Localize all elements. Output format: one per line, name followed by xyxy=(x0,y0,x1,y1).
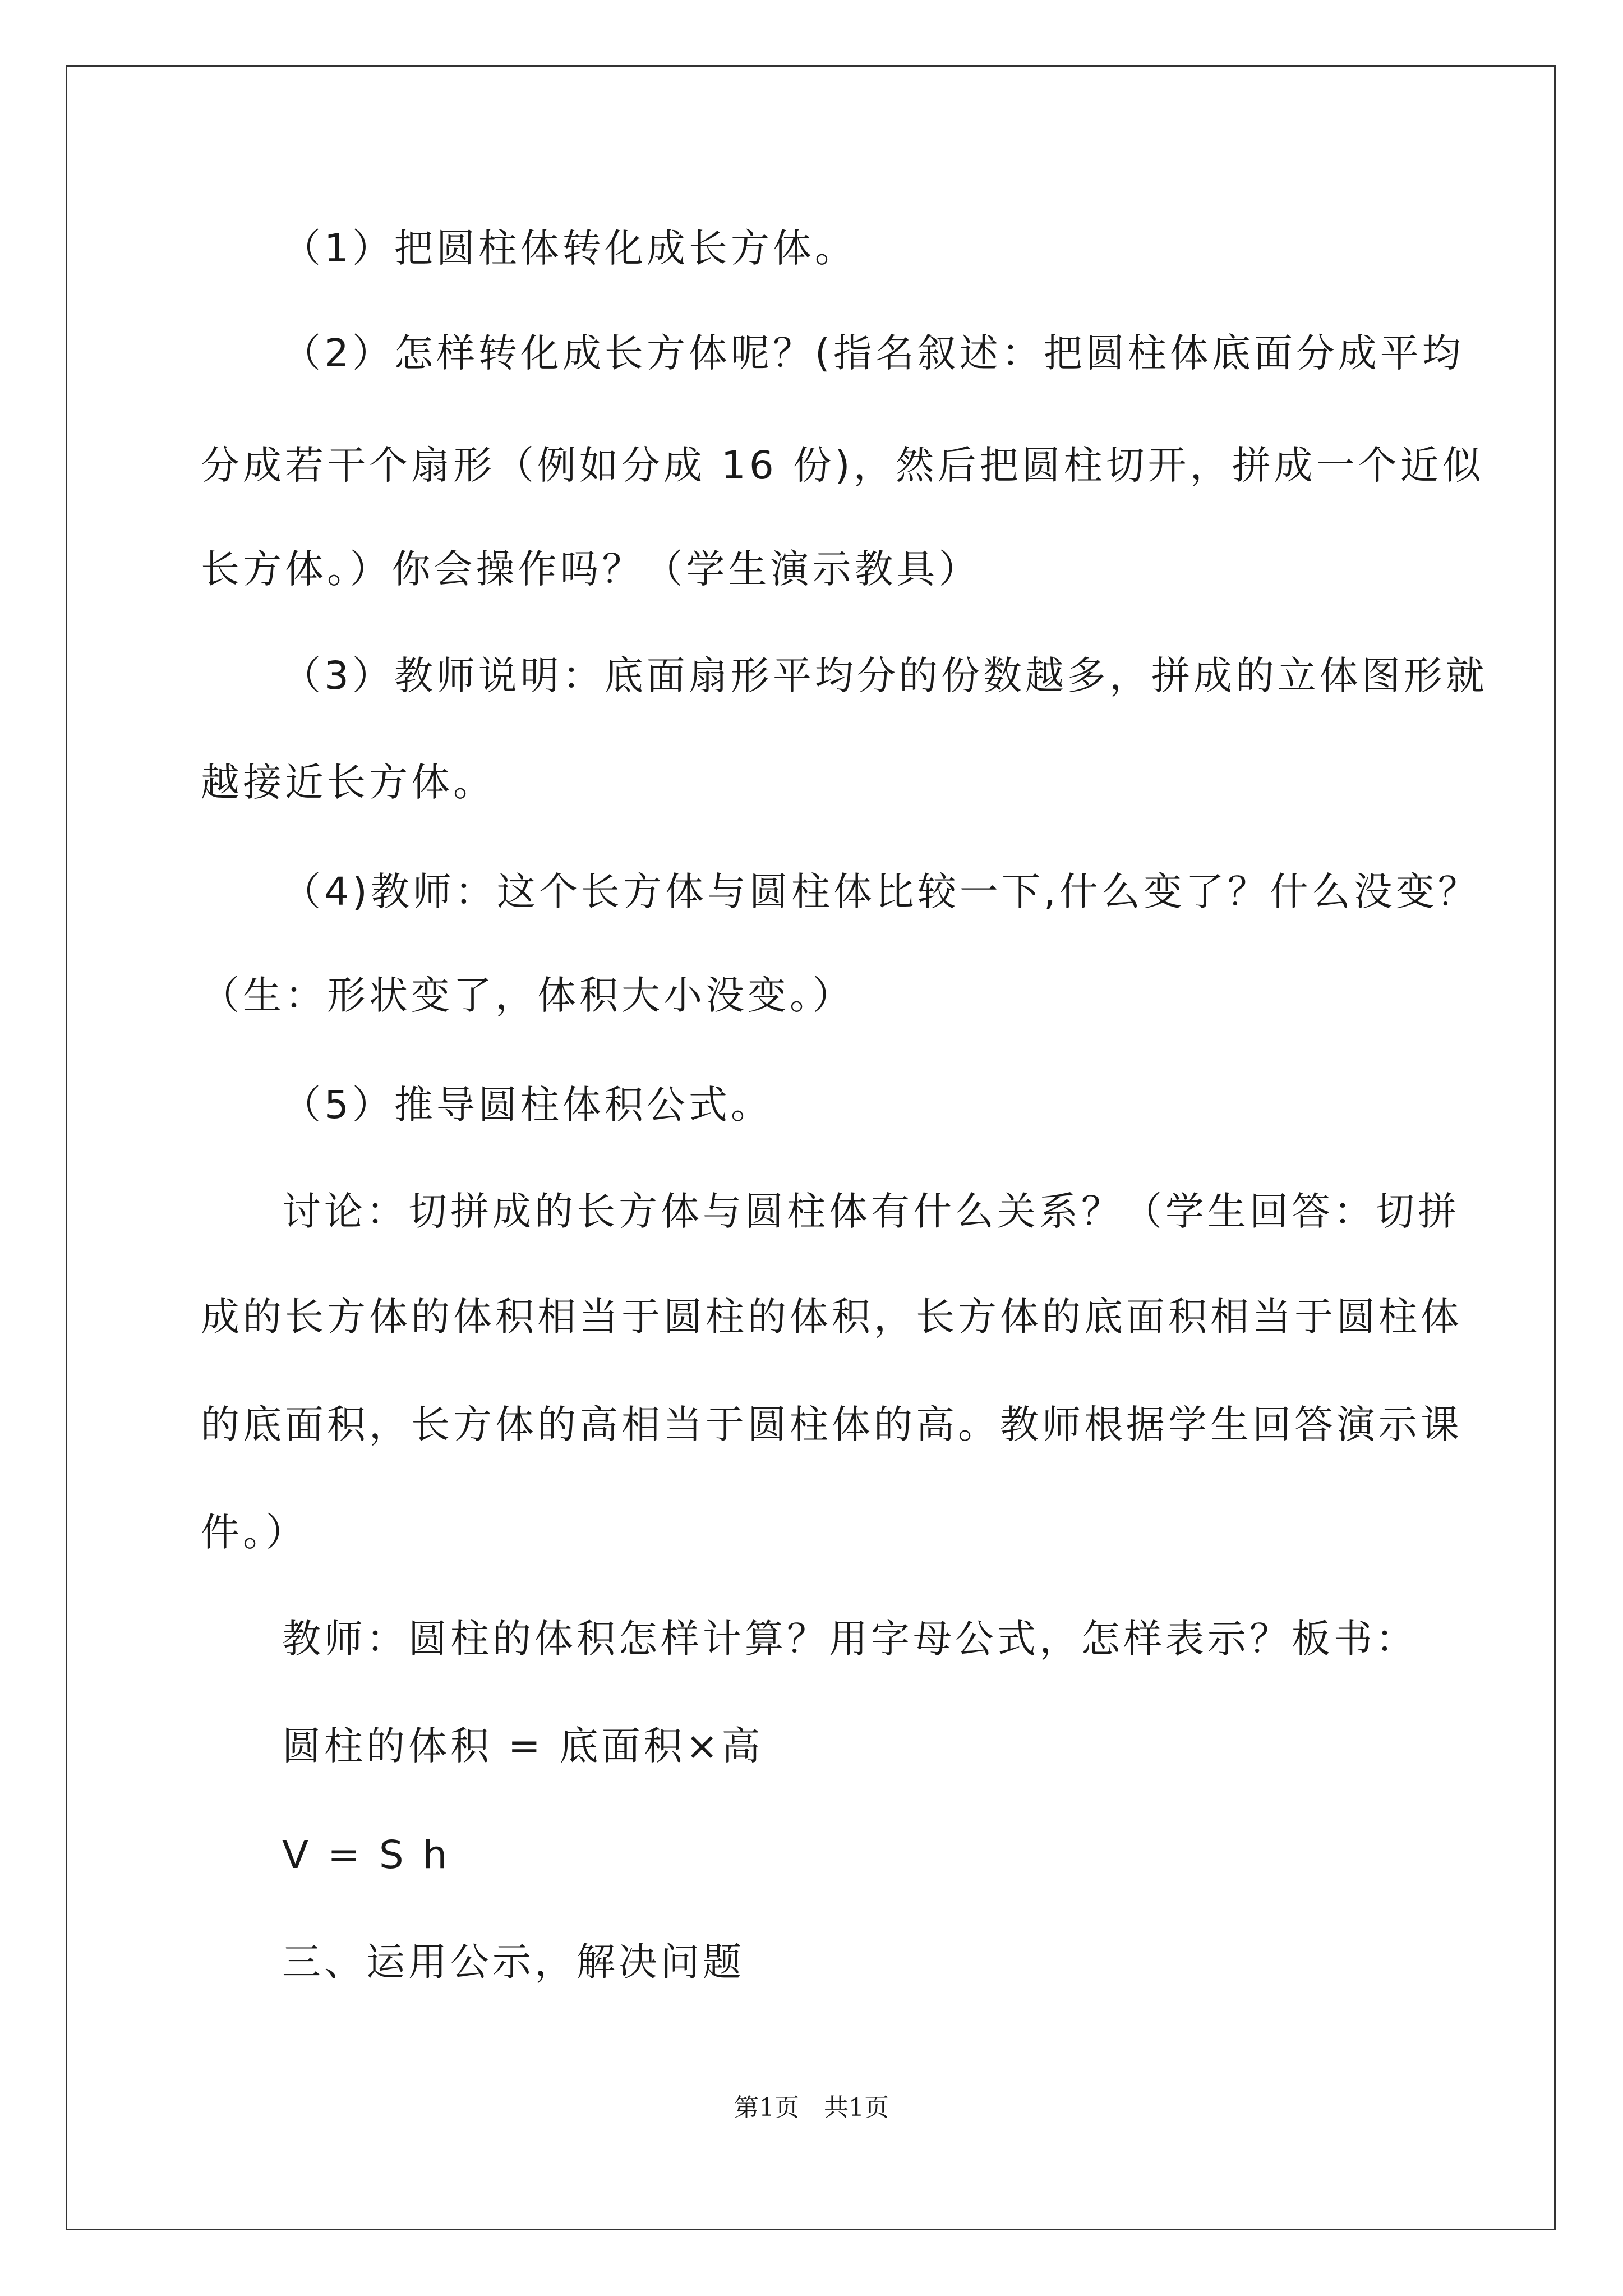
page-total: 共1页 xyxy=(824,2093,889,2122)
page-footer xyxy=(0,2091,1623,2125)
paragraph-line: （4)教师：这个长方体与圆柱体比较一下,什么变了？什么没变？ xyxy=(282,869,1480,914)
paragraph-line: （2）怎样转化成长方体呢？(指名叙述：把圆柱体底面分成平均 xyxy=(282,331,1464,376)
formula-line: V = S h xyxy=(282,1833,451,1878)
paragraph-line: 教师：圆柱的体积怎样计算？用字母公式，怎样表示？板书： xyxy=(282,1617,1418,1662)
paragraph-line: 讨论：切拼成的长方体与圆柱体有什么关系？（学生回答：切拼 xyxy=(282,1189,1460,1234)
paragraph-line: （5）推导圆柱体积公式。 xyxy=(282,1083,773,1128)
paragraph-line: （3）教师说明：底面扇形平均分的份数越多，拼成的立体图形就 xyxy=(282,654,1488,698)
paragraph-line: 长方体。）你会操作吗？（学生演示教具） xyxy=(201,547,981,592)
page-number: 第1页 xyxy=(734,2093,799,2122)
paragraph-line: 越接近长方体。 xyxy=(201,760,495,805)
paragraph-line: （生：形状变了，体积大小没变。） xyxy=(201,973,855,1018)
paragraph-line: 分成若干个扇形（例如分成 16 份)，然后把圆柱切开，拼成一个近似 xyxy=(201,443,1484,488)
paragraph-line: （1）把圆柱体转化成长方体。 xyxy=(282,226,857,271)
page-border xyxy=(66,65,1556,2230)
formula-line: 圆柱的体积 = 底面积×高 xyxy=(282,1724,764,1769)
paragraph-line: 件。） xyxy=(201,1510,308,1555)
section-heading: 三、运用公示，解决问题 xyxy=(282,1940,745,1985)
paragraph-line: 成的长方体的体积相当于圆柱的体积，长方体的底面积相当于圆柱体 xyxy=(201,1295,1463,1340)
paragraph-line: 的底面积，长方体的高相当于圆柱体的高。教师根据学生回答演示课 xyxy=(201,1402,1463,1447)
